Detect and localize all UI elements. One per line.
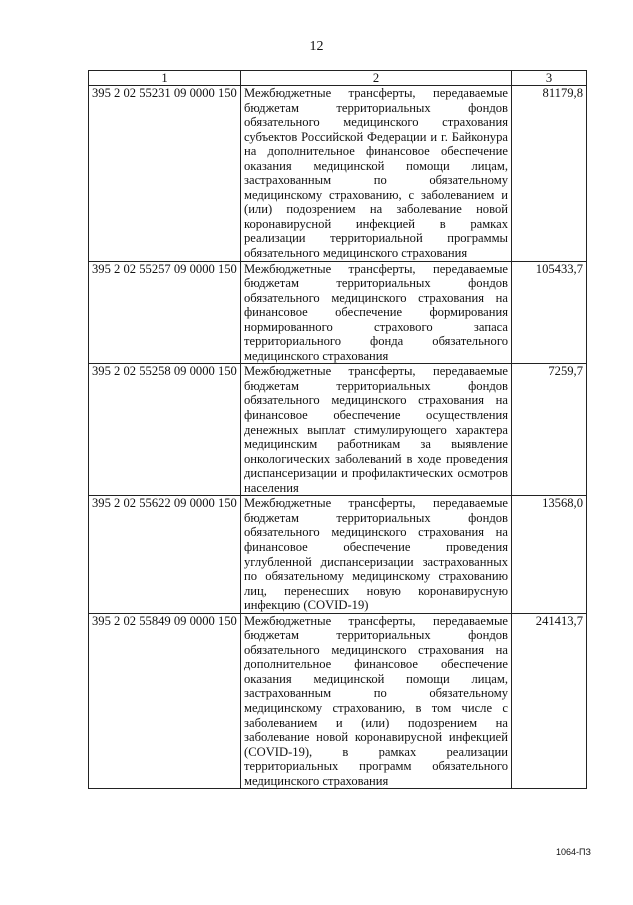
column-header-2: 2: [241, 71, 512, 86]
column-header-3: 3: [512, 71, 587, 86]
classification-code: 395 2 02 55257 09 0000 150: [89, 261, 241, 364]
table-row: [89, 86, 587, 262]
row-amount: 241413,7: [512, 613, 587, 789]
classification-code: 395 2 02 55258 09 0000 150: [89, 364, 241, 496]
row-amount: 7259,7: [512, 364, 587, 496]
row-description: Межбюджетные трансферты, передаваемые бюджетам территориальных фондов обязательного медицинского страхования на финансовое обеспечение формирования нормированного страхового запаса территориального фонда обязательного медицинского страхования: [241, 261, 512, 364]
row-description: Межбюджетные трансферты, передаваемые бюджетам территориальных фондов обязательного медицинского страхования на финансовое обеспечение осуществления денежных выплат стимулирующего характера медицинским работникам за выявление онкологических заболеваний в ходе проведения диспансеризации и профилактических осмотров населения: [241, 364, 512, 496]
budget-table: [88, 70, 587, 789]
table-row: [89, 364, 587, 496]
row-amount: 105433,7: [512, 261, 587, 364]
table-row: [89, 261, 587, 364]
table-row: [89, 496, 587, 613]
table-header-row: [89, 71, 587, 86]
row-description: Межбюджетные трансферты, передаваемые бюджетам территориальных фондов обязательного медицинского страхования на дополнительное финансовое обеспечение оказания медицинской помощи лицам, застрахованным по обязательному медицинскому страхованию, в том числе с заболеванием и (или) подозрением на заболевание новой коронавирусной инфекцией (COVID-19), в рамках реализации территориальных программ обязательного медицинского страхования: [241, 613, 512, 789]
document-code: 1064-ПЗ: [556, 847, 591, 857]
page-number: 12: [309, 39, 324, 54]
row-amount: 81179,8: [512, 86, 587, 262]
row-description: Межбюджетные трансферты, передаваемые бюджетам территориальных фондов обязательного медицинского страхования субъектов Российской Федерации и г. Байконура на дополнительное финансовое обеспечение оказания медицинской помощи лицам, застрахованным по обязательному медицинскому страхованию, с заболеванием и (или) подозрением на заболевание новой коронавирусной инфекцией в рамках реализации территориальной программы обязательного медицинского страхования: [241, 86, 512, 262]
classification-code: 395 2 02 55849 09 0000 150: [89, 613, 241, 789]
table-row: [89, 613, 587, 789]
row-description: Межбюджетные трансферты, передаваемые бюджетам территориальных фондов обязательного медицинского страхования на финансовое обеспечение проведения углубленной диспансеризации застрахованных по обязательному медицинскому страхованию лиц, перенесших новую коронавирусную инфекцию (COVID-19): [241, 496, 512, 613]
classification-code: 395 2 02 55231 09 0000 150: [89, 86, 241, 262]
row-amount: 13568,0: [512, 496, 587, 613]
classification-code: 395 2 02 55622 09 0000 150: [89, 496, 241, 613]
column-header-1: 1: [89, 71, 241, 86]
